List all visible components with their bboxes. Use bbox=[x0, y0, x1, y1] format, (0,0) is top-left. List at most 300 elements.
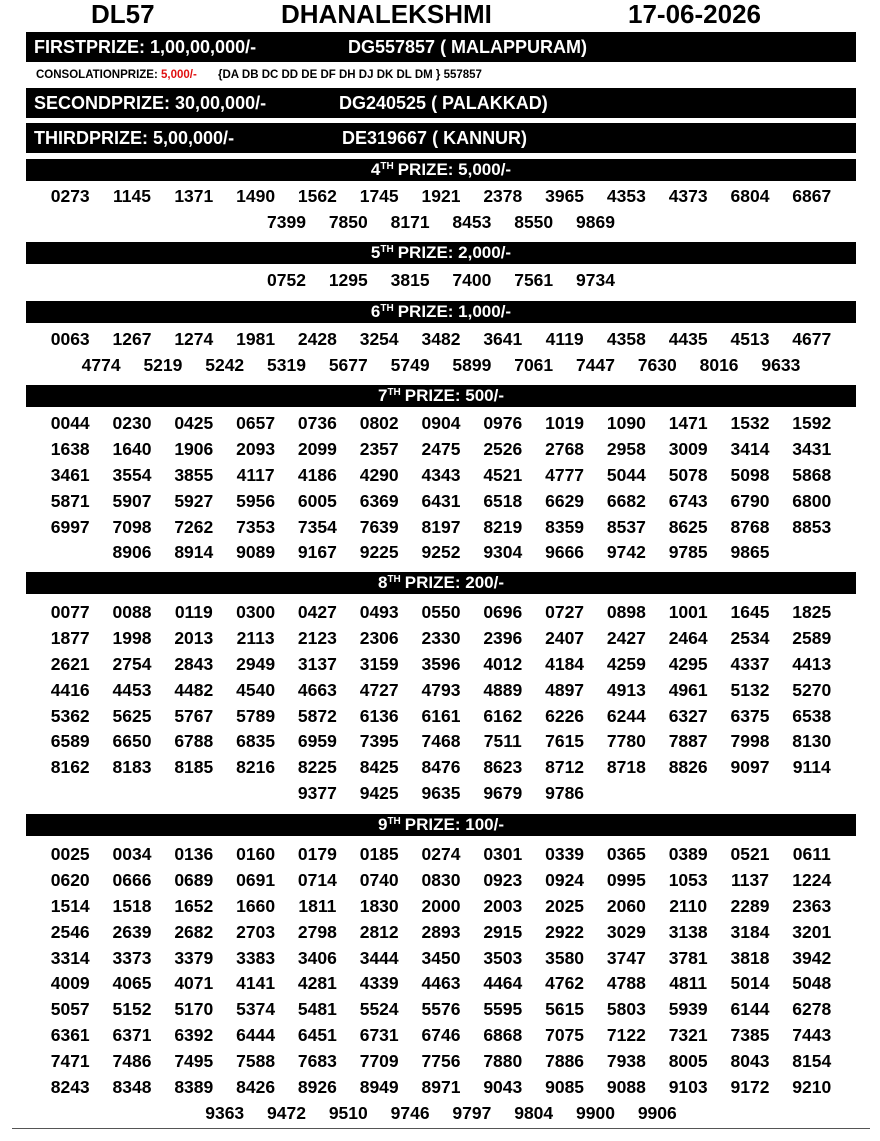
prize-ordinal-suffix: TH bbox=[380, 161, 394, 172]
prize-ordinal-suffix: TH bbox=[387, 387, 401, 398]
winning-number: 7561 bbox=[514, 270, 554, 290]
winning-number: 0427 bbox=[297, 602, 337, 622]
winning-number: 5749 bbox=[390, 354, 430, 375]
winning-number: 6682 bbox=[606, 490, 646, 511]
number-row bbox=[26, 463, 856, 489]
winning-number: 8768 bbox=[730, 516, 770, 537]
winning-number: 2306 bbox=[359, 627, 399, 648]
number-row bbox=[26, 997, 856, 1023]
winning-number: 2464 bbox=[668, 627, 708, 648]
winning-number: 2060 bbox=[606, 895, 646, 916]
winning-number: 7615 bbox=[545, 731, 585, 752]
winning-number: 9797 bbox=[452, 1102, 492, 1123]
winning-number: 9869 bbox=[576, 211, 615, 232]
winning-number: 5132 bbox=[730, 679, 770, 700]
winning-number: 5219 bbox=[143, 354, 183, 375]
winning-number: 3201 bbox=[792, 921, 832, 942]
winning-number: 5789 bbox=[236, 705, 276, 726]
winning-number: 0136 bbox=[174, 844, 214, 864]
winning-number: 5939 bbox=[668, 999, 708, 1020]
winning-number: 1295 bbox=[328, 270, 368, 290]
winning-number: 8625 bbox=[668, 516, 708, 537]
winning-number: 1981 bbox=[236, 329, 276, 349]
winning-number: 0119 bbox=[174, 602, 213, 622]
winning-number: 4521 bbox=[483, 464, 523, 485]
winning-number: 0830 bbox=[421, 869, 461, 890]
winning-number: 4009 bbox=[50, 973, 90, 994]
winning-number: 6005 bbox=[297, 490, 337, 511]
winning-number: 6161 bbox=[421, 705, 461, 726]
winning-number: 2621 bbox=[50, 653, 90, 674]
draw-date: 17-06-2026 bbox=[628, 0, 761, 29]
winning-number: 2407 bbox=[545, 627, 585, 648]
winning-number: 5152 bbox=[112, 999, 152, 1020]
winning-number: 7756 bbox=[421, 1051, 461, 1072]
prize-header-6 bbox=[26, 301, 856, 323]
winning-number: 2110 bbox=[669, 895, 708, 916]
winning-number: 4464 bbox=[483, 973, 523, 994]
winning-number: 8853 bbox=[792, 516, 832, 537]
winning-number: 4416 bbox=[50, 679, 90, 700]
winning-number: 7511 bbox=[483, 731, 522, 752]
winning-number: 8826 bbox=[668, 757, 708, 778]
winning-number: 5048 bbox=[792, 973, 832, 994]
winning-number: 8130 bbox=[792, 731, 832, 752]
winning-number: 7886 bbox=[545, 1051, 585, 1072]
winning-number: 4358 bbox=[606, 329, 646, 349]
winning-number: 5907 bbox=[112, 490, 152, 511]
prize-numbers-8 bbox=[26, 600, 856, 807]
consolation-amount: 5,000/- bbox=[161, 69, 197, 81]
winning-number: 6162 bbox=[483, 705, 523, 726]
winning-number: 4343 bbox=[421, 464, 461, 485]
winning-number: 6746 bbox=[421, 1025, 461, 1046]
winning-number: 1652 bbox=[174, 895, 214, 916]
winning-number: 4065 bbox=[112, 973, 152, 994]
winning-number: 8914 bbox=[174, 542, 214, 563]
winning-number: 0339 bbox=[545, 844, 585, 864]
winning-number: 8712 bbox=[545, 757, 585, 778]
winning-number: 2396 bbox=[483, 627, 523, 648]
winning-number: 5481 bbox=[297, 999, 337, 1020]
winning-number: 9865 bbox=[730, 542, 770, 563]
prize-ordinal: 9 bbox=[377, 815, 388, 834]
winning-number: 1645 bbox=[730, 602, 770, 622]
number-row bbox=[26, 1049, 856, 1075]
winning-number: 5803 bbox=[606, 999, 646, 1020]
winning-number: 3747 bbox=[606, 947, 646, 968]
winning-number: 6361 bbox=[50, 1025, 90, 1046]
winning-number: 4793 bbox=[421, 679, 461, 700]
winning-number: 1877 bbox=[50, 627, 90, 648]
winning-number: 4889 bbox=[483, 679, 523, 700]
winning-number: 1145 bbox=[113, 186, 151, 206]
winning-number: 4119 bbox=[545, 329, 584, 349]
winning-number: 5014 bbox=[730, 973, 770, 994]
winning-number: 3965 bbox=[545, 186, 585, 206]
winning-number: 1490 bbox=[236, 186, 276, 206]
winning-number: 4337 bbox=[730, 653, 770, 674]
winning-number: 8243 bbox=[50, 1077, 90, 1098]
winning-number: 2589 bbox=[792, 627, 832, 648]
winning-number: 5899 bbox=[452, 354, 492, 375]
winning-number: 1921 bbox=[421, 186, 461, 206]
winning-number: 4482 bbox=[174, 679, 214, 700]
second-prize-bar bbox=[26, 88, 856, 118]
winning-number: 8971 bbox=[421, 1077, 461, 1098]
winning-number: 0088 bbox=[112, 602, 152, 622]
winning-number: 0389 bbox=[668, 844, 708, 864]
winning-number: 6431 bbox=[421, 490, 461, 511]
winning-number: 3184 bbox=[730, 921, 770, 942]
winning-number: 2475 bbox=[421, 438, 461, 459]
winning-number: 2013 bbox=[174, 627, 214, 648]
winning-number: 9043 bbox=[483, 1077, 523, 1098]
header bbox=[0, 0, 880, 30]
winning-number: 8906 bbox=[112, 542, 152, 563]
prize-header-7 bbox=[26, 385, 856, 407]
winning-number: 4453 bbox=[112, 679, 152, 700]
winning-number: 6629 bbox=[545, 490, 585, 511]
winning-number: 3383 bbox=[236, 947, 276, 968]
first-prize-ticket: DG557857 ( MALAPPURAM) bbox=[348, 37, 588, 57]
winning-number: 5625 bbox=[112, 705, 152, 726]
winning-number: 7098 bbox=[112, 516, 152, 537]
winning-number: 8162 bbox=[50, 757, 90, 778]
winning-number: 0044 bbox=[50, 413, 90, 433]
prize-ordinal-suffix: TH bbox=[380, 244, 394, 255]
winning-number: 5170 bbox=[174, 999, 214, 1020]
winning-number: 6444 bbox=[236, 1025, 276, 1046]
number-row bbox=[26, 268, 856, 294]
winning-number: 7486 bbox=[112, 1051, 152, 1072]
winning-number: 4295 bbox=[668, 653, 708, 674]
winning-number: 8389 bbox=[174, 1077, 214, 1098]
winning-number: 2363 bbox=[792, 895, 832, 916]
winning-number: 8216 bbox=[236, 757, 276, 778]
winning-number: 0696 bbox=[483, 602, 523, 622]
winning-number: 4774 bbox=[81, 354, 121, 375]
winning-number: 1592 bbox=[792, 413, 832, 433]
third-prize-bar bbox=[26, 123, 856, 153]
winning-number: 0689 bbox=[174, 869, 214, 890]
winning-number: 1638 bbox=[50, 438, 90, 459]
winning-number: 6538 bbox=[792, 705, 832, 726]
number-row bbox=[26, 540, 856, 566]
winning-number: 3373 bbox=[112, 947, 152, 968]
winning-number: 8537 bbox=[606, 516, 646, 537]
winning-number: 6518 bbox=[483, 490, 523, 511]
winning-number: 5595 bbox=[483, 999, 523, 1020]
winning-number: 3379 bbox=[174, 947, 214, 968]
winning-number: 0752 bbox=[267, 270, 306, 290]
prize-amount: PRIZE: 1,000/- bbox=[397, 302, 512, 321]
number-row bbox=[26, 868, 856, 894]
prize-ordinal-suffix: TH bbox=[387, 816, 401, 827]
winning-number: 1090 bbox=[606, 413, 646, 433]
winning-number: 9679 bbox=[483, 783, 523, 804]
winning-number: 2682 bbox=[174, 921, 214, 942]
winning-number: 6136 bbox=[359, 705, 399, 726]
winning-number: 0714 bbox=[297, 869, 337, 890]
winning-number: 0034 bbox=[112, 844, 152, 864]
winning-number: 8718 bbox=[606, 757, 646, 778]
winning-number: 9114 bbox=[792, 757, 831, 778]
winning-number: 0924 bbox=[545, 869, 585, 890]
winning-number: 8425 bbox=[359, 757, 399, 778]
winning-number: 1224 bbox=[792, 869, 832, 890]
winning-number: 3815 bbox=[390, 270, 430, 290]
winning-number: 3029 bbox=[606, 921, 646, 942]
winning-number: 2922 bbox=[545, 921, 585, 942]
winning-number: 0521 bbox=[730, 844, 770, 864]
winning-number: 3314 bbox=[50, 947, 90, 968]
winning-number: 3414 bbox=[730, 438, 770, 459]
winning-number: 4811 bbox=[669, 973, 708, 994]
winning-number: 9167 bbox=[297, 542, 337, 563]
winning-number: 4373 bbox=[668, 186, 708, 206]
winning-number: 3159 bbox=[359, 653, 399, 674]
number-row bbox=[26, 1101, 856, 1127]
winning-number: 5078 bbox=[668, 464, 708, 485]
number-row bbox=[26, 652, 856, 678]
winning-number: 9103 bbox=[668, 1077, 708, 1098]
winning-number: 7395 bbox=[359, 731, 399, 752]
winning-number: 5576 bbox=[421, 999, 461, 1020]
winning-number: 8183 bbox=[112, 757, 152, 778]
prize-amount: PRIZE: 200/- bbox=[404, 573, 504, 592]
winning-number: 2428 bbox=[297, 329, 337, 349]
winning-number: 9785 bbox=[668, 542, 708, 563]
winning-number: 0025 bbox=[50, 844, 90, 864]
prize-header-5 bbox=[26, 242, 856, 264]
prize-numbers-5 bbox=[26, 268, 856, 294]
winning-number: 7468 bbox=[421, 731, 461, 752]
winning-number: 9633 bbox=[761, 354, 801, 375]
winning-number: 6835 bbox=[236, 731, 276, 752]
winning-number: 2958 bbox=[606, 438, 646, 459]
winning-number: 6371 bbox=[112, 1025, 152, 1046]
prize-amount: PRIZE: 500/- bbox=[404, 386, 504, 405]
winning-number: 7061 bbox=[514, 354, 554, 375]
prize-header-9 bbox=[26, 814, 856, 836]
winning-number: 7385 bbox=[730, 1025, 770, 1046]
third-prize-ticket: DE319667 ( KANNUR) bbox=[342, 128, 528, 148]
winning-number: 9252 bbox=[421, 542, 461, 563]
consolation-series: {DA DB DC DD DE DF DH DJ DK DL DM } 557857 bbox=[218, 69, 482, 81]
number-row bbox=[26, 920, 856, 946]
consolation-label: CONSOLATIONPRIZE: bbox=[36, 69, 158, 81]
winning-number: 6278 bbox=[792, 999, 832, 1020]
winning-number: 4259 bbox=[606, 653, 646, 674]
number-row bbox=[26, 704, 856, 730]
winning-number: 7639 bbox=[359, 516, 399, 537]
winning-number: 2357 bbox=[359, 438, 399, 459]
winning-number: 0898 bbox=[606, 602, 646, 622]
winning-number: 0611 bbox=[792, 844, 831, 864]
winning-number: 3431 bbox=[792, 438, 832, 459]
winning-number: 2099 bbox=[297, 438, 337, 459]
winning-number: 5677 bbox=[328, 354, 368, 375]
winning-number: 1906 bbox=[174, 438, 214, 459]
winning-number: 0301 bbox=[483, 844, 523, 864]
winning-number: 3406 bbox=[297, 947, 337, 968]
winning-number: 5524 bbox=[359, 999, 399, 1020]
winning-number: 7683 bbox=[297, 1051, 337, 1072]
first-prize-label: FIRSTPRIZE: 1,00,00,000/- bbox=[34, 37, 257, 57]
winning-number: 0230 bbox=[112, 413, 152, 433]
winning-number: 6451 bbox=[297, 1025, 337, 1046]
winning-number: 7400 bbox=[452, 270, 492, 290]
winning-number: 0273 bbox=[50, 186, 90, 206]
winning-number: 9510 bbox=[328, 1102, 368, 1123]
prize-header-4 bbox=[26, 159, 856, 181]
winning-number: 6997 bbox=[50, 516, 90, 537]
winning-number: 9746 bbox=[390, 1102, 430, 1123]
winning-number: 1825 bbox=[792, 602, 832, 622]
winning-number: 9900 bbox=[576, 1102, 615, 1123]
winning-number: 0179 bbox=[297, 844, 337, 864]
winning-number: 4339 bbox=[359, 973, 399, 994]
winning-number: 2534 bbox=[730, 627, 770, 648]
winning-number: 5767 bbox=[174, 705, 214, 726]
winning-number: 6589 bbox=[50, 731, 90, 752]
prize-ordinal: 8 bbox=[377, 573, 388, 592]
prize-ordinal: 6 bbox=[370, 302, 381, 321]
winning-number: 7262 bbox=[174, 516, 214, 537]
winning-number: 3554 bbox=[112, 464, 152, 485]
winning-number: 9635 bbox=[421, 783, 461, 804]
prize-header-8 bbox=[26, 572, 856, 594]
winning-number: 4012 bbox=[483, 653, 523, 674]
winning-number: 9210 bbox=[792, 1077, 832, 1098]
winning-number: 9172 bbox=[730, 1077, 770, 1098]
winning-number: 7075 bbox=[545, 1025, 585, 1046]
winning-number: 0736 bbox=[297, 413, 337, 433]
winning-number: 4777 bbox=[545, 464, 585, 485]
number-row bbox=[26, 437, 856, 463]
winning-number: 2526 bbox=[483, 438, 523, 459]
winning-number: 1660 bbox=[236, 895, 276, 916]
winning-number: 7850 bbox=[328, 211, 368, 232]
winning-number: 0666 bbox=[112, 869, 152, 890]
winning-number: 4117 bbox=[236, 464, 275, 485]
winning-number: 4413 bbox=[792, 653, 832, 674]
winning-number: 6144 bbox=[730, 999, 770, 1020]
winning-number: 6790 bbox=[730, 490, 770, 511]
winning-number: 2893 bbox=[421, 921, 461, 942]
winning-number: 7630 bbox=[637, 354, 677, 375]
winning-number: 4281 bbox=[297, 973, 337, 994]
winning-number: 7443 bbox=[792, 1025, 832, 1046]
winning-number: 4435 bbox=[668, 329, 708, 349]
winning-number: 0802 bbox=[359, 413, 399, 433]
winning-number: 8016 bbox=[699, 354, 739, 375]
winning-number: 7447 bbox=[576, 354, 615, 375]
winning-number: 3818 bbox=[730, 947, 770, 968]
number-row bbox=[26, 729, 856, 755]
bottom-divider bbox=[12, 1128, 870, 1129]
winning-number: 3942 bbox=[792, 947, 832, 968]
winning-number: 0923 bbox=[483, 869, 523, 890]
prize-ordinal-suffix: TH bbox=[387, 574, 401, 585]
second-prize-ticket: DG240525 ( PALAKKAD) bbox=[339, 93, 548, 113]
prize-amount: PRIZE: 5,000/- bbox=[397, 160, 512, 179]
winning-number: 7399 bbox=[267, 211, 306, 232]
winning-number: 4913 bbox=[606, 679, 646, 700]
winning-number: 1745 bbox=[359, 186, 399, 206]
number-row bbox=[26, 894, 856, 920]
number-row bbox=[26, 600, 856, 626]
winning-number: 4513 bbox=[730, 329, 770, 349]
winning-number: 8476 bbox=[421, 757, 461, 778]
winning-number: 2003 bbox=[483, 895, 523, 916]
winning-number: 1001 bbox=[668, 602, 708, 622]
winning-number: 1562 bbox=[297, 186, 337, 206]
winning-number: 0740 bbox=[359, 869, 399, 890]
number-row bbox=[26, 515, 856, 541]
winning-number: 6743 bbox=[668, 490, 708, 511]
winning-number: 5956 bbox=[236, 490, 276, 511]
consolation-prize bbox=[36, 66, 482, 84]
prize-ordinal: 4 bbox=[370, 160, 381, 179]
winning-number: 6226 bbox=[545, 705, 585, 726]
winning-number: 0727 bbox=[545, 602, 585, 622]
winning-number: 7887 bbox=[668, 731, 708, 752]
draw-number: DL57 bbox=[91, 0, 155, 29]
prize-amount: PRIZE: 100/- bbox=[404, 815, 504, 834]
winning-number: 1019 bbox=[545, 413, 585, 433]
first-prize-bar bbox=[26, 32, 856, 62]
winning-number: 2949 bbox=[236, 653, 276, 674]
winning-number: 9085 bbox=[545, 1077, 585, 1098]
winning-number: 5871 bbox=[50, 490, 90, 511]
prize-ordinal: 5 bbox=[370, 243, 381, 262]
winning-number: 4677 bbox=[792, 329, 832, 349]
winning-number: 7471 bbox=[50, 1051, 90, 1072]
winning-number: 7321 bbox=[668, 1025, 708, 1046]
winning-number: 2000 bbox=[421, 895, 461, 916]
winning-number: 7998 bbox=[730, 731, 770, 752]
winning-number: 0550 bbox=[421, 602, 461, 622]
winning-number: 7353 bbox=[236, 516, 276, 537]
winning-number: 1371 bbox=[174, 186, 214, 206]
winning-number: 5868 bbox=[792, 464, 832, 485]
winning-number: 4961 bbox=[668, 679, 708, 700]
winning-number: 1053 bbox=[668, 869, 708, 890]
number-row bbox=[26, 327, 856, 353]
winning-number: 8426 bbox=[236, 1077, 276, 1098]
number-row bbox=[26, 678, 856, 704]
winning-number: 0160 bbox=[236, 844, 276, 864]
winning-number: 7354 bbox=[297, 516, 337, 537]
winning-number: 6392 bbox=[174, 1025, 214, 1046]
winning-number: 9786 bbox=[545, 783, 585, 804]
winning-number: 8453 bbox=[452, 211, 492, 232]
prize-numbers-7 bbox=[26, 411, 856, 566]
winning-number: 3138 bbox=[668, 921, 708, 942]
winning-number: 6800 bbox=[792, 490, 832, 511]
winning-number: 6650 bbox=[112, 731, 152, 752]
winning-number: 4353 bbox=[606, 186, 646, 206]
third-prize-label: THIRDPRIZE: 5,00,000/- bbox=[34, 128, 235, 148]
winning-number: 9804 bbox=[514, 1102, 554, 1123]
winning-number: 1514 bbox=[50, 895, 90, 916]
winning-number: 4540 bbox=[236, 679, 276, 700]
winning-number: 3444 bbox=[359, 947, 399, 968]
number-row bbox=[26, 1075, 856, 1101]
prize-ordinal: 7 bbox=[377, 386, 388, 405]
